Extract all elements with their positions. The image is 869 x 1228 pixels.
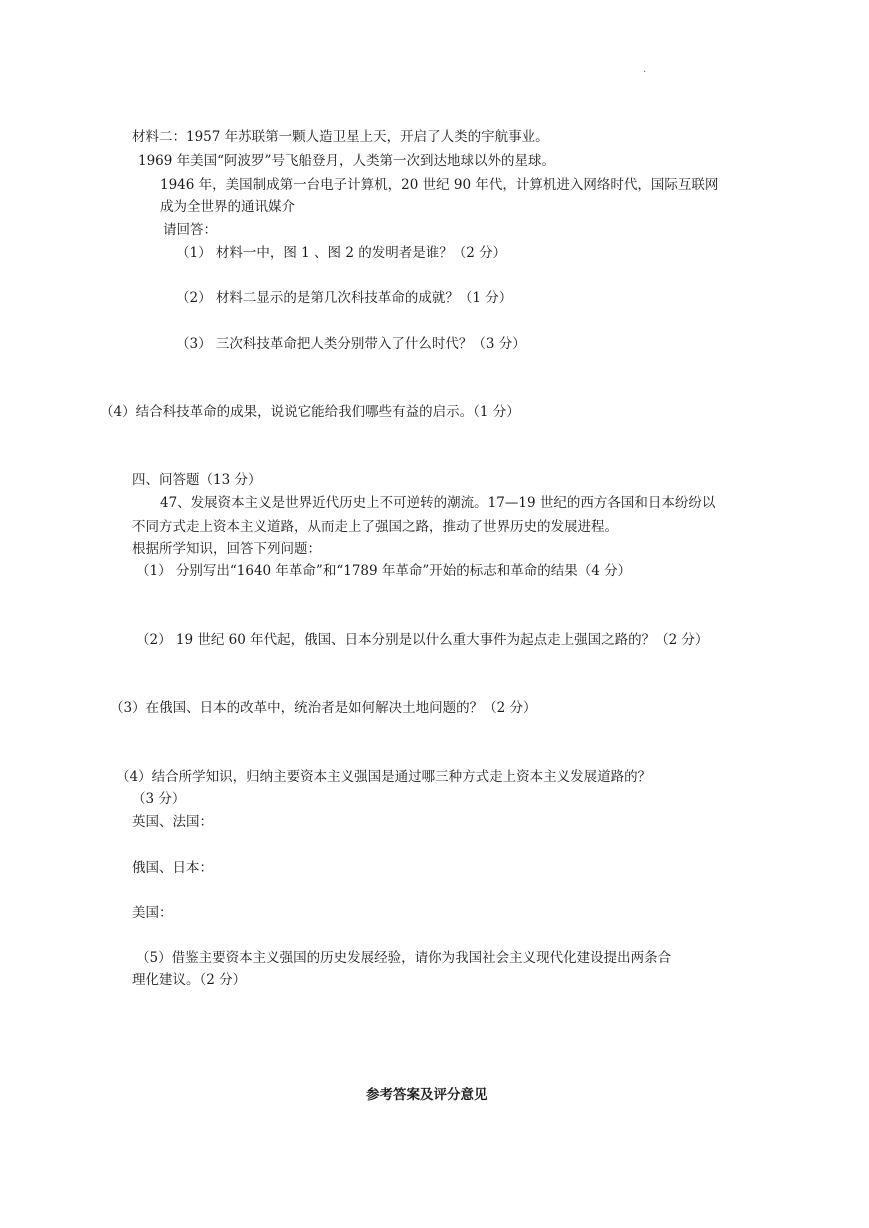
material-question-1: （1） 材料一中，图 1 、图 2 的发明者是谁？（2 分） xyxy=(176,245,507,261)
material-two-line-4: 成为全世界的通讯媒介 xyxy=(160,199,295,215)
material-question-3: （3） 三次科技革命把人类分别带入了什么时代？（3 分） xyxy=(176,336,526,352)
sub-question-3: （3）在俄国、日本的改革中，统治者是如何解决土地问题的？（2 分） xyxy=(110,700,537,716)
material-two-line-1: 材料二：1957 年苏联第一颗人造卫星上天，开启了人类的宇航事业。 xyxy=(132,129,549,145)
sub-question-4-line-2: （3 分） xyxy=(132,791,186,807)
corner-mark: . xyxy=(643,64,647,75)
question-47-line-2: 不同方式走上资本主义道路，从而走上了强国之路，推动了世界历史的发展进程。 xyxy=(132,519,618,535)
material-question-4: （4）结合科技革命的成果，说说它能给我们哪些有益的启示。（1 分） xyxy=(100,404,520,420)
question-47-instruction: 根据所学知识，回答下列问题： xyxy=(132,541,321,557)
material-question-2: （2） 材料二显示的是第几次科技革命的成就？（1 分） xyxy=(176,290,513,306)
answer-prompt: 请回答： xyxy=(163,222,217,238)
material-two-line-2: 1969 年美国“阿波罗”号飞船登月，人类第一次到达地球以外的星球。 xyxy=(138,153,555,169)
answers-title: 参考答案及评分意见 xyxy=(366,1087,488,1103)
sub-question-1: （1） 分别写出“1640 年革命”和“1789 年革命”开始的标志和革命的结果（4 分） xyxy=(136,563,632,579)
answer-blank-usa: 美国： xyxy=(132,905,173,921)
question-47-line-1: 47、发展资本主义是世界近代历史上不可逆转的潮流。17—19 世纪的西方各国和日本纷纷以 xyxy=(160,495,716,511)
sub-question-5-line-2: 理化建议。（2 分） xyxy=(132,972,247,988)
sub-question-4-line-1: （4）结合所学知识，归纳主要资本主义强国是通过哪三种方式走上资本主义发展道路的？ xyxy=(116,769,652,785)
sub-question-2: （2） 19 世纪 60 年代起，俄国、日本分别是以什么重大事件为起点走上强国之路的？（2 分） xyxy=(136,632,709,648)
sub-question-5-line-1: （5）借鉴主要资本主义强国的历史发展经验，请你为我国社会主义现代化建设提出两条合 xyxy=(136,950,672,966)
answer-blank-russia-japan: 俄国、日本： xyxy=(132,860,213,876)
answer-blank-uk-france: 英国、法国： xyxy=(132,814,213,830)
material-two-line-3: 1946 年，美国制成第一台电子计算机，20 世纪 90 年代，计算机进入网络时代，国际互联网 xyxy=(160,177,719,193)
section-four-heading: 四、问答题（13 分） xyxy=(132,472,262,488)
